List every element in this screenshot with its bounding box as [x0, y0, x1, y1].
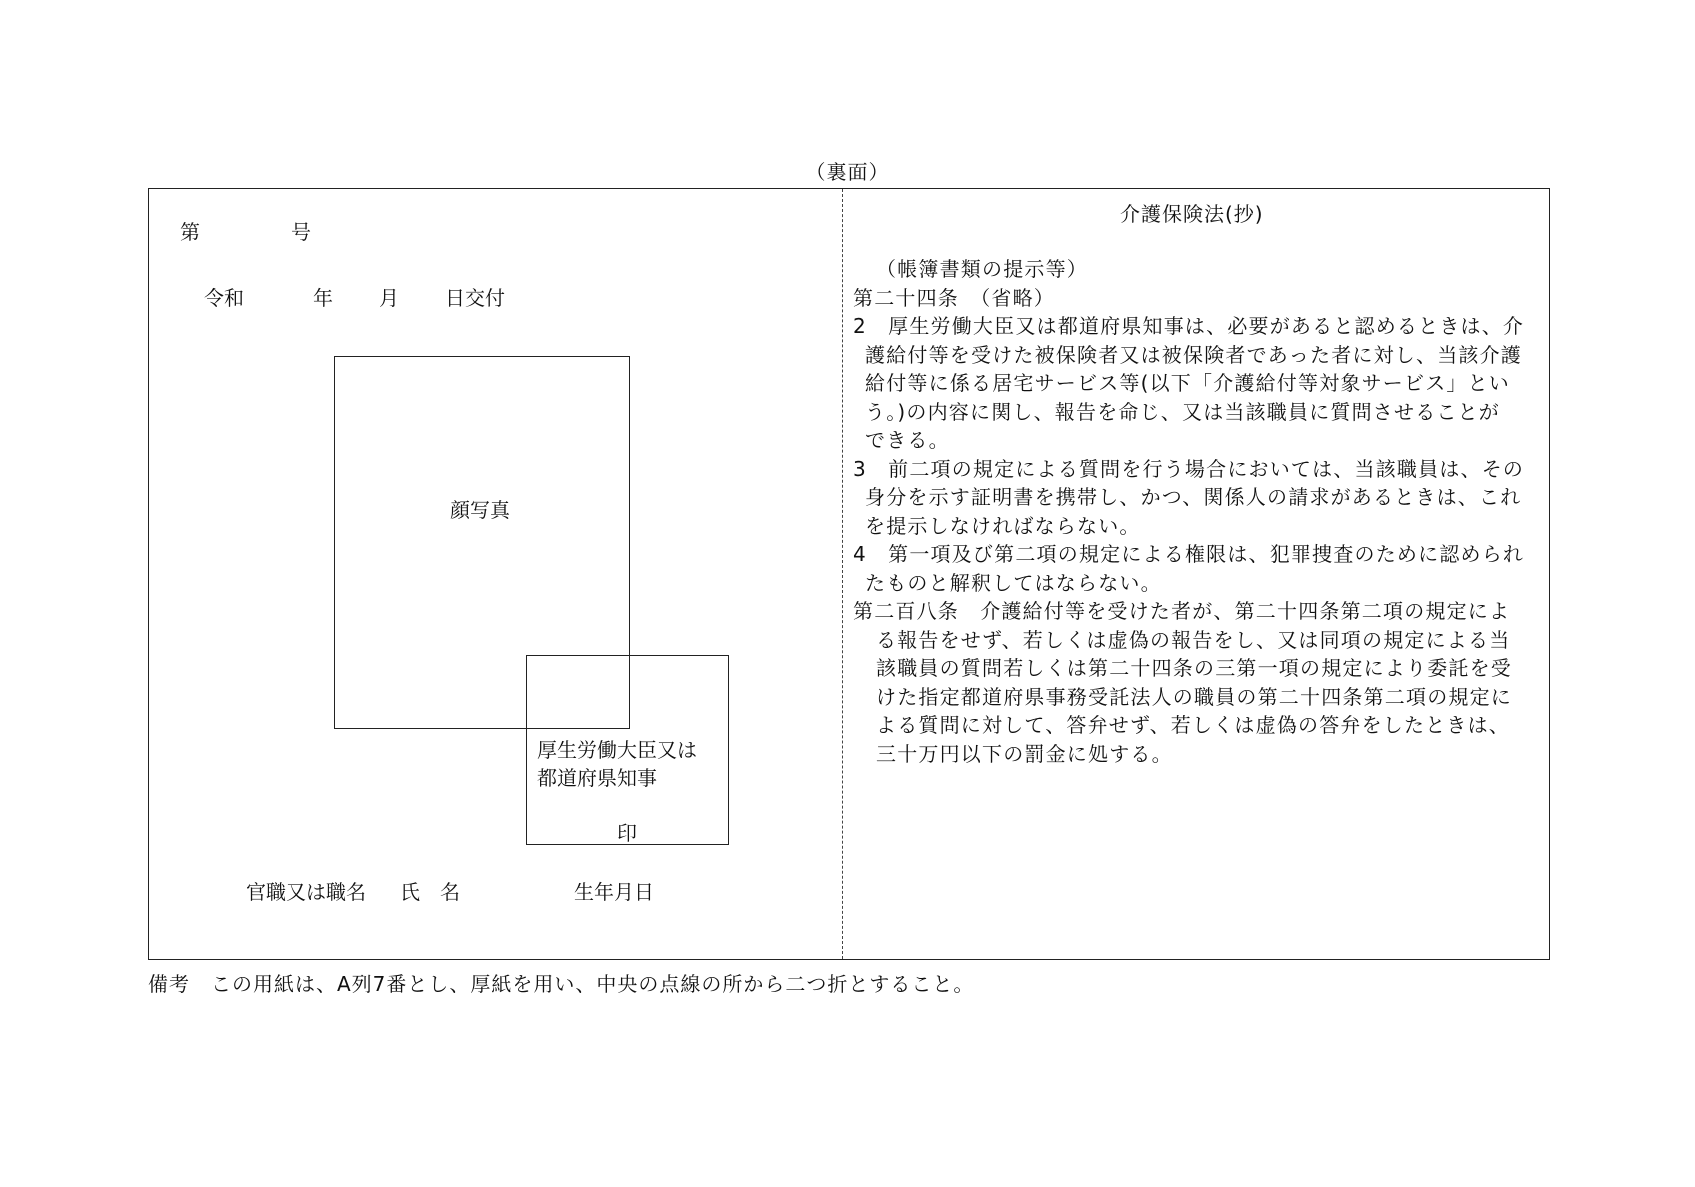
law-line: 給付等に係る居宅サービス等(以下「介護給付等対象サービス」とい [865, 371, 1511, 395]
issue-era: 令和 [204, 286, 244, 310]
fold-dotted-line [842, 189, 843, 959]
name-label: 氏 名 [400, 880, 460, 904]
law-line: 4 第一項及び第二項の規定による権限は、犯罪捜査のために認められ [853, 542, 1525, 566]
law-line: 第二百八条 介護給付等を受けた者が、第二十四条第二項の規定によ [853, 599, 1511, 623]
birth-date-label: 生年月日 [574, 880, 654, 904]
number-label-first: 第 [180, 220, 200, 244]
law-line: けた指定都道府県事務受託法人の職員の第二十四条第二項の規定に [876, 685, 1512, 709]
seal-label: 印 [617, 821, 637, 845]
law-line: 2 厚生労働大臣又は都道府県知事は、必要があると認めるときは、介 [853, 314, 1525, 338]
issuer-line-2: 都道府県知事 [537, 766, 657, 790]
sheet-title: （裏面） [805, 160, 890, 184]
law-line: 三十万円以下の罰金に処する。 [876, 742, 1173, 766]
position-label: 官職又は職名 [246, 880, 366, 904]
law-line: （帳簿書類の提示等） [876, 257, 1088, 281]
issue-month: 月 [379, 286, 399, 310]
law-line: を提示しなければならない。 [865, 514, 1141, 538]
law-line: 第二十四条 （省略） [853, 286, 1055, 310]
issue-year: 年 [313, 286, 333, 310]
law-title: 介護保険法(抄) [1120, 202, 1264, 226]
law-line: う。)の内容に関し、報告を命じ、又は当該職員に質問させることが [865, 400, 1501, 424]
law-line: 身分を示す証明書を携帯し、かつ、関係人の請求があるときは、これ [865, 485, 1522, 509]
law-line: る報告をせず、若しくは虚偽の報告をし、又は同項の規定による当 [876, 628, 1511, 652]
law-line: 護給付等を受けた被保険者又は被保険者であった者に対し、当該介護 [865, 343, 1522, 367]
law-line: 3 前二項の規定による質問を行う場合においては、当該職員は、その [853, 457, 1525, 481]
law-line: 該職員の質問若しくは第二十四条の三第一項の規定により委託を受 [876, 656, 1512, 680]
number-label-go: 号 [291, 220, 311, 244]
law-line: よる質問に対して、答弁せず、若しくは虚偽の答弁をしたときは、 [876, 713, 1510, 737]
issue-day: 日交付 [445, 286, 505, 310]
law-line: できる。 [865, 428, 950, 452]
photo-label: 顔写真 [450, 498, 510, 522]
law-line: たものと解釈してはならない。 [865, 571, 1162, 595]
issuer-line-1: 厚生労働大臣又は [537, 738, 697, 762]
footer-note: 備考 この用紙は、A列7番とし、厚紙を用い、中央の点線の所から二つ折とすること。 [148, 972, 975, 996]
